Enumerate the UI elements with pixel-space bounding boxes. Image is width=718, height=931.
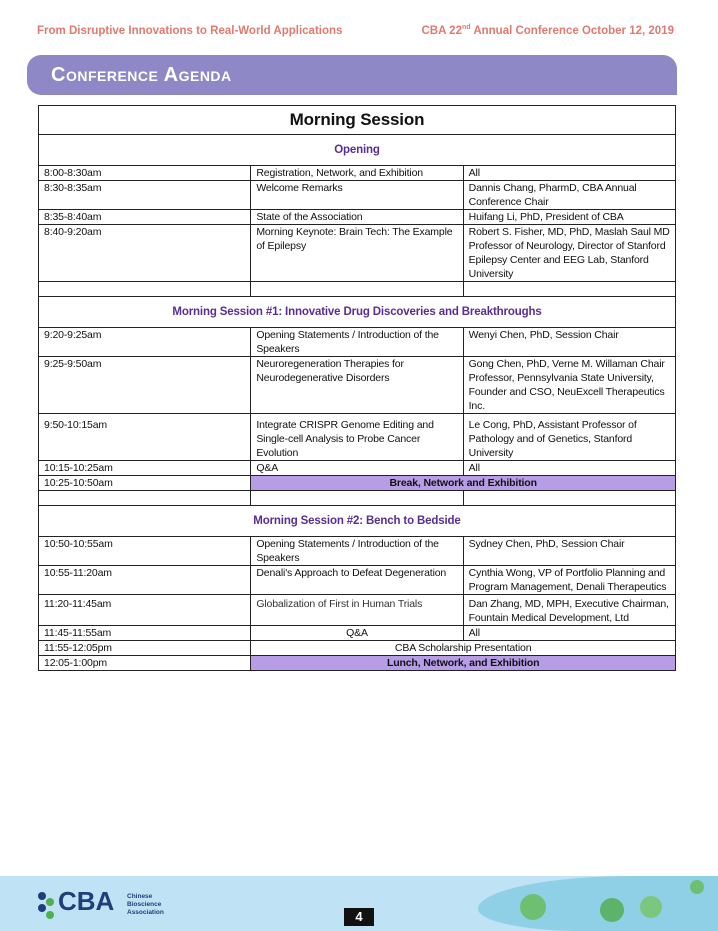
session2-heading: Morning Session #2: Bench to Bedside xyxy=(39,506,676,537)
logo-text: CBA xyxy=(58,886,115,916)
logo-subtitle xyxy=(127,893,164,917)
header-conference-date: Annual Conference October 12, 2019 xyxy=(470,25,674,37)
time-cell: 11:55-12:05pm xyxy=(39,641,251,656)
logo-subtitle-line: Chinese xyxy=(127,893,153,900)
time-cell: 11:20-11:45am xyxy=(39,595,251,626)
header-tagline: From Disruptive Innovations to Real-World Applications xyxy=(37,25,343,37)
table-row xyxy=(39,414,676,461)
topic-cell: State of the Association xyxy=(251,210,463,225)
time-cell: 8:35-8:40am xyxy=(39,210,251,225)
page-number: 4 xyxy=(344,908,374,926)
topic-cell: Morning Keynote: Brain Tech: The Example of Epilepsy xyxy=(251,225,463,282)
empty-cell xyxy=(251,282,463,297)
agenda-banner xyxy=(27,55,677,95)
topic-cell: Q&A xyxy=(251,461,463,476)
topic-cell: Denali's Approach to Defeat Degeneration xyxy=(251,566,463,595)
table-row xyxy=(39,181,676,210)
time-cell: 9:25-9:50am xyxy=(39,357,251,414)
table-row xyxy=(39,626,676,641)
topic-cell: Opening Statements / Introduction of the Speakers xyxy=(251,537,463,566)
time-cell: 11:45-11:55am xyxy=(39,626,251,641)
agenda-table xyxy=(38,105,676,671)
table-row xyxy=(39,357,676,414)
break-row xyxy=(39,476,676,491)
footer-dot-decoration xyxy=(690,880,704,894)
header-ordinal-suffix: nd xyxy=(461,24,471,32)
speaker-cell: Dan Zhang, MD, MPH, Executive Chairman, Fountain Medical Development, Ltd xyxy=(463,595,675,626)
speaker-cell: Cynthia Wong, VP of Portfolio Planning and Program Management, Denali Therapeutics xyxy=(463,566,675,595)
footer-dot-decoration xyxy=(600,898,624,922)
empty-cell xyxy=(463,282,675,297)
logo-subtitle-line: Bioscience xyxy=(127,901,162,908)
scholarship-label: CBA Scholarship Presentation xyxy=(251,641,676,656)
speaker-cell: Huifang Li, PhD, President of CBA xyxy=(463,210,675,225)
break-label: Break, Network and Exhibition xyxy=(251,476,676,491)
time-cell: 12:05-1:00pm xyxy=(39,656,251,671)
time-cell: 9:50-10:15am xyxy=(39,414,251,461)
speaker-cell: Sydney Chen, PhD, Session Chair xyxy=(463,537,675,566)
speaker-cell: All xyxy=(463,461,675,476)
lunch-row xyxy=(39,656,676,671)
lunch-label: Lunch, Network, and Exhibition xyxy=(251,656,676,671)
section-heading-row xyxy=(39,297,676,328)
table-title-row xyxy=(39,106,676,135)
empty-cell xyxy=(463,491,675,506)
empty-cell xyxy=(251,491,463,506)
opening-heading: Opening xyxy=(39,135,676,166)
topic-cell: Neuroregeneration Therapies for Neurodegenerative Disorders xyxy=(251,357,463,414)
topic-cell: Opening Statements / Introduction of the Speakers xyxy=(251,328,463,357)
table-row xyxy=(39,595,676,626)
table-row xyxy=(39,225,676,282)
session1-heading: Morning Session #1: Innovative Drug Discoveries and Breakthroughs xyxy=(39,297,676,328)
table-row xyxy=(39,641,676,656)
speaker-cell: Le Cong, PhD, Assistant Professor of Pathology and of Genetics, Stanford University xyxy=(463,414,675,461)
speaker-cell: Robert S. Fisher, MD, PhD, Maslah Saul MD Professor of Neurology, Director of Stanford Epilepsy Center and EEG Lab, Stanford University xyxy=(463,225,675,282)
table-row xyxy=(39,210,676,225)
time-cell: 8:30-8:35am xyxy=(39,181,251,210)
topic-cell: Integrate CRISPR Genome Editing and Single-cell Analysis to Probe Cancer Evolution xyxy=(251,414,463,461)
header-conference-info xyxy=(422,25,675,37)
table-row xyxy=(39,461,676,476)
topic-cell: Registration, Network, and Exhibition xyxy=(251,166,463,181)
spacer-row xyxy=(39,282,676,297)
speaker-cell: All xyxy=(463,626,675,641)
spacer-row xyxy=(39,491,676,506)
table-row xyxy=(39,166,676,181)
footer-dot-decoration xyxy=(520,894,546,920)
topic-cell: Globalization of First in Human Trials xyxy=(251,595,463,626)
speaker-cell: Dannis Chang, PharmD, CBA Annual Conference Chair xyxy=(463,181,675,210)
time-cell: 10:55-11:20am xyxy=(39,566,251,595)
dna-logo-icon xyxy=(34,888,60,924)
time-cell: 10:50-10:55am xyxy=(39,537,251,566)
banner-title: Conference Agenda xyxy=(51,64,232,86)
empty-cell xyxy=(39,491,251,506)
topic-cell: Q&A xyxy=(251,626,463,641)
time-cell: 10:25-10:50am xyxy=(39,476,251,491)
footer-dot-decoration xyxy=(640,896,662,918)
table-row xyxy=(39,537,676,566)
table-row xyxy=(39,566,676,595)
speaker-cell: Gong Chen, PhD, Verne M. Willaman Chair Professor, Pennsylvania State University, Founder and CSO, NeuExcell Therapeutics Inc. xyxy=(463,357,675,414)
running-header xyxy=(37,25,674,41)
speaker-cell: All xyxy=(463,166,675,181)
section-heading-row xyxy=(39,135,676,166)
footer-wave-decoration xyxy=(478,876,718,931)
speaker-cell: Wenyi Chen, PhD, Session Chair xyxy=(463,328,675,357)
morning-session-title: Morning Session xyxy=(39,106,676,135)
topic-cell: Welcome Remarks xyxy=(251,181,463,210)
time-cell: 10:15-10:25am xyxy=(39,461,251,476)
empty-cell xyxy=(39,282,251,297)
logo-subtitle-line: Association xyxy=(127,909,164,916)
time-cell: 8:40-9:20am xyxy=(39,225,251,282)
time-cell: 9:20-9:25am xyxy=(39,328,251,357)
section-heading-row xyxy=(39,506,676,537)
table-row xyxy=(39,328,676,357)
time-cell: 8:00-8:30am xyxy=(39,166,251,181)
header-conference-prefix: CBA 22 xyxy=(421,25,462,37)
